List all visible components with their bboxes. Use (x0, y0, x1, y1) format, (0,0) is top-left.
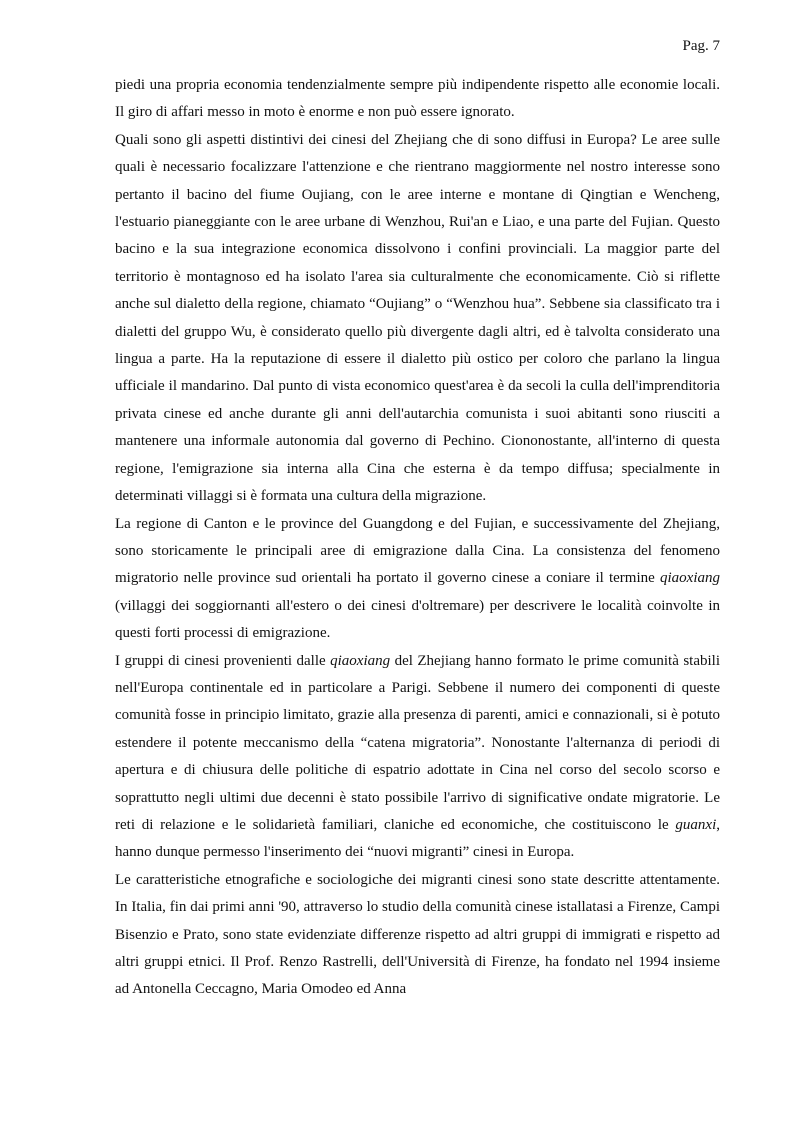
text-run: (villaggi dei soggiornanti all'estero o dei cinesi d'oltremare) per descrivere le località coinvolte in questi forti processi di emigrazione. (115, 597, 720, 642)
text-run: La regione di Canton e le province del Guangdong e del Fujian, e successivamente del Zhejiang, sono storicamente le principali aree di emigrazione dalla Cina. La consistenza del fenomeno migratorio nelle province sud orientali ha portato il governo cinese a coniare il termine (115, 515, 720, 587)
paragraph-3 (115, 511, 720, 648)
paragraph-1 (115, 72, 720, 127)
body-text (115, 72, 720, 1004)
paragraph-5 (115, 867, 720, 1004)
italic-term: guanxi (675, 816, 717, 833)
paragraph-4 (115, 648, 720, 867)
text-run: piedi una propria economia tendenzialmente sempre più indipendente rispetto alle economie locali. Il giro di affari messo in moto è enorme e non può essere ignorato. (115, 77, 720, 121)
text-run: I gruppi di cinesi provenienti dalle (115, 652, 331, 669)
paragraph-2 (115, 127, 720, 511)
page-number: Pag. 7 (682, 38, 720, 54)
text-run: Quali sono gli aspetti distintivi dei cinesi del Zhejiang che di sono diffusi in Europa? Le aree sulle quali è necessario focalizzare l'attenzione e che rientrano maggiormente nel nostro interesse sono pertanto il bacino del fiume Oujiang, con le aree interne e montane di Qingtian e Wencheng, l'estuario pianeggiante con le aree urbane di Wenzhou, Rui'an e Liao, e una parte del Fujian. Questo bacino e la sua integrazione economica dissolvono i confini provinciali. La maggior parte del territorio è montagnoso ed ha isolato l'area sia culturalmente che economicamente. Ciò si riflette anche sul dialetto della regione, chiamato “Oujiang” o “Wenzhou hua”. Sebbene sia classificato tra i dialetti del gruppo Wu, è considerato quello più divergente dagli altri, ed è talvolta considerato una lingua a parte. Ha la reputazione di essere il dialetto più ostico per coloro che parlano la lingua ufficiale il mandarino. Dal punto di vista economico quest'area è da secoli la culla dell'imprenditoria privata cinese ed anche durante gli anni dell'autarchia comunista i suoi abitanti sono riusciti a mantenere una informale autonomia dal governo di Pechino. Ciononostante, all'interno di questa regione, l'emigrazione sia interna alla Cina che esterna è da tempo diffusa; specialmente in determinati villaggi si è formata una cultura della migrazione. (115, 131, 720, 505)
italic-term: qiaoxiang (330, 652, 391, 669)
text-run: , hanno dunque permesso l'inserimento dei “nuovi migranti” cinesi in Europa. (115, 816, 720, 861)
text-run: del Zhejiang hanno formato le prime comunità stabili nell'Europa continentale ed in particolare a Parigi. Sebbene il numero dei componenti di queste comunità fosse in principio limitato, grazie alla presenza di parenti, amici e connazionali, si è potuto estendere il potente meccanismo della “catena migratoria”. Nonostante l'alternanza di periodi di apertura e di chiusura delle politiche di espatrio adottate in Cina nel corso del secolo scorso e soprattutto negli ultimi due decenni è stato possibile l'arrivo di significative ondate migratorie. Le reti di relazione e le solidarietà familiari, claniche ed economiche, che costituiscono le (115, 652, 720, 833)
italic-term: qiaoxiang (660, 570, 720, 587)
text-run: Le caratteristiche etnografiche e sociologiche dei migranti cinesi sono state descritte attentamente. In Italia, fin dai primi anni '90, attraverso lo studio della comunità cinese istallatasi a Firenze, Campi Bisenzio e Prato, sono state evidenziate differenze rispetto ad altri gruppi di immigrati e rispetto ad altri gruppi etnici. Il Prof. Renzo Rastrelli, dell'Università di Firenze, ha fondato nel 1994 insieme ad Antonella Ceccagno, Maria Omodeo ed Anna (115, 871, 720, 998)
